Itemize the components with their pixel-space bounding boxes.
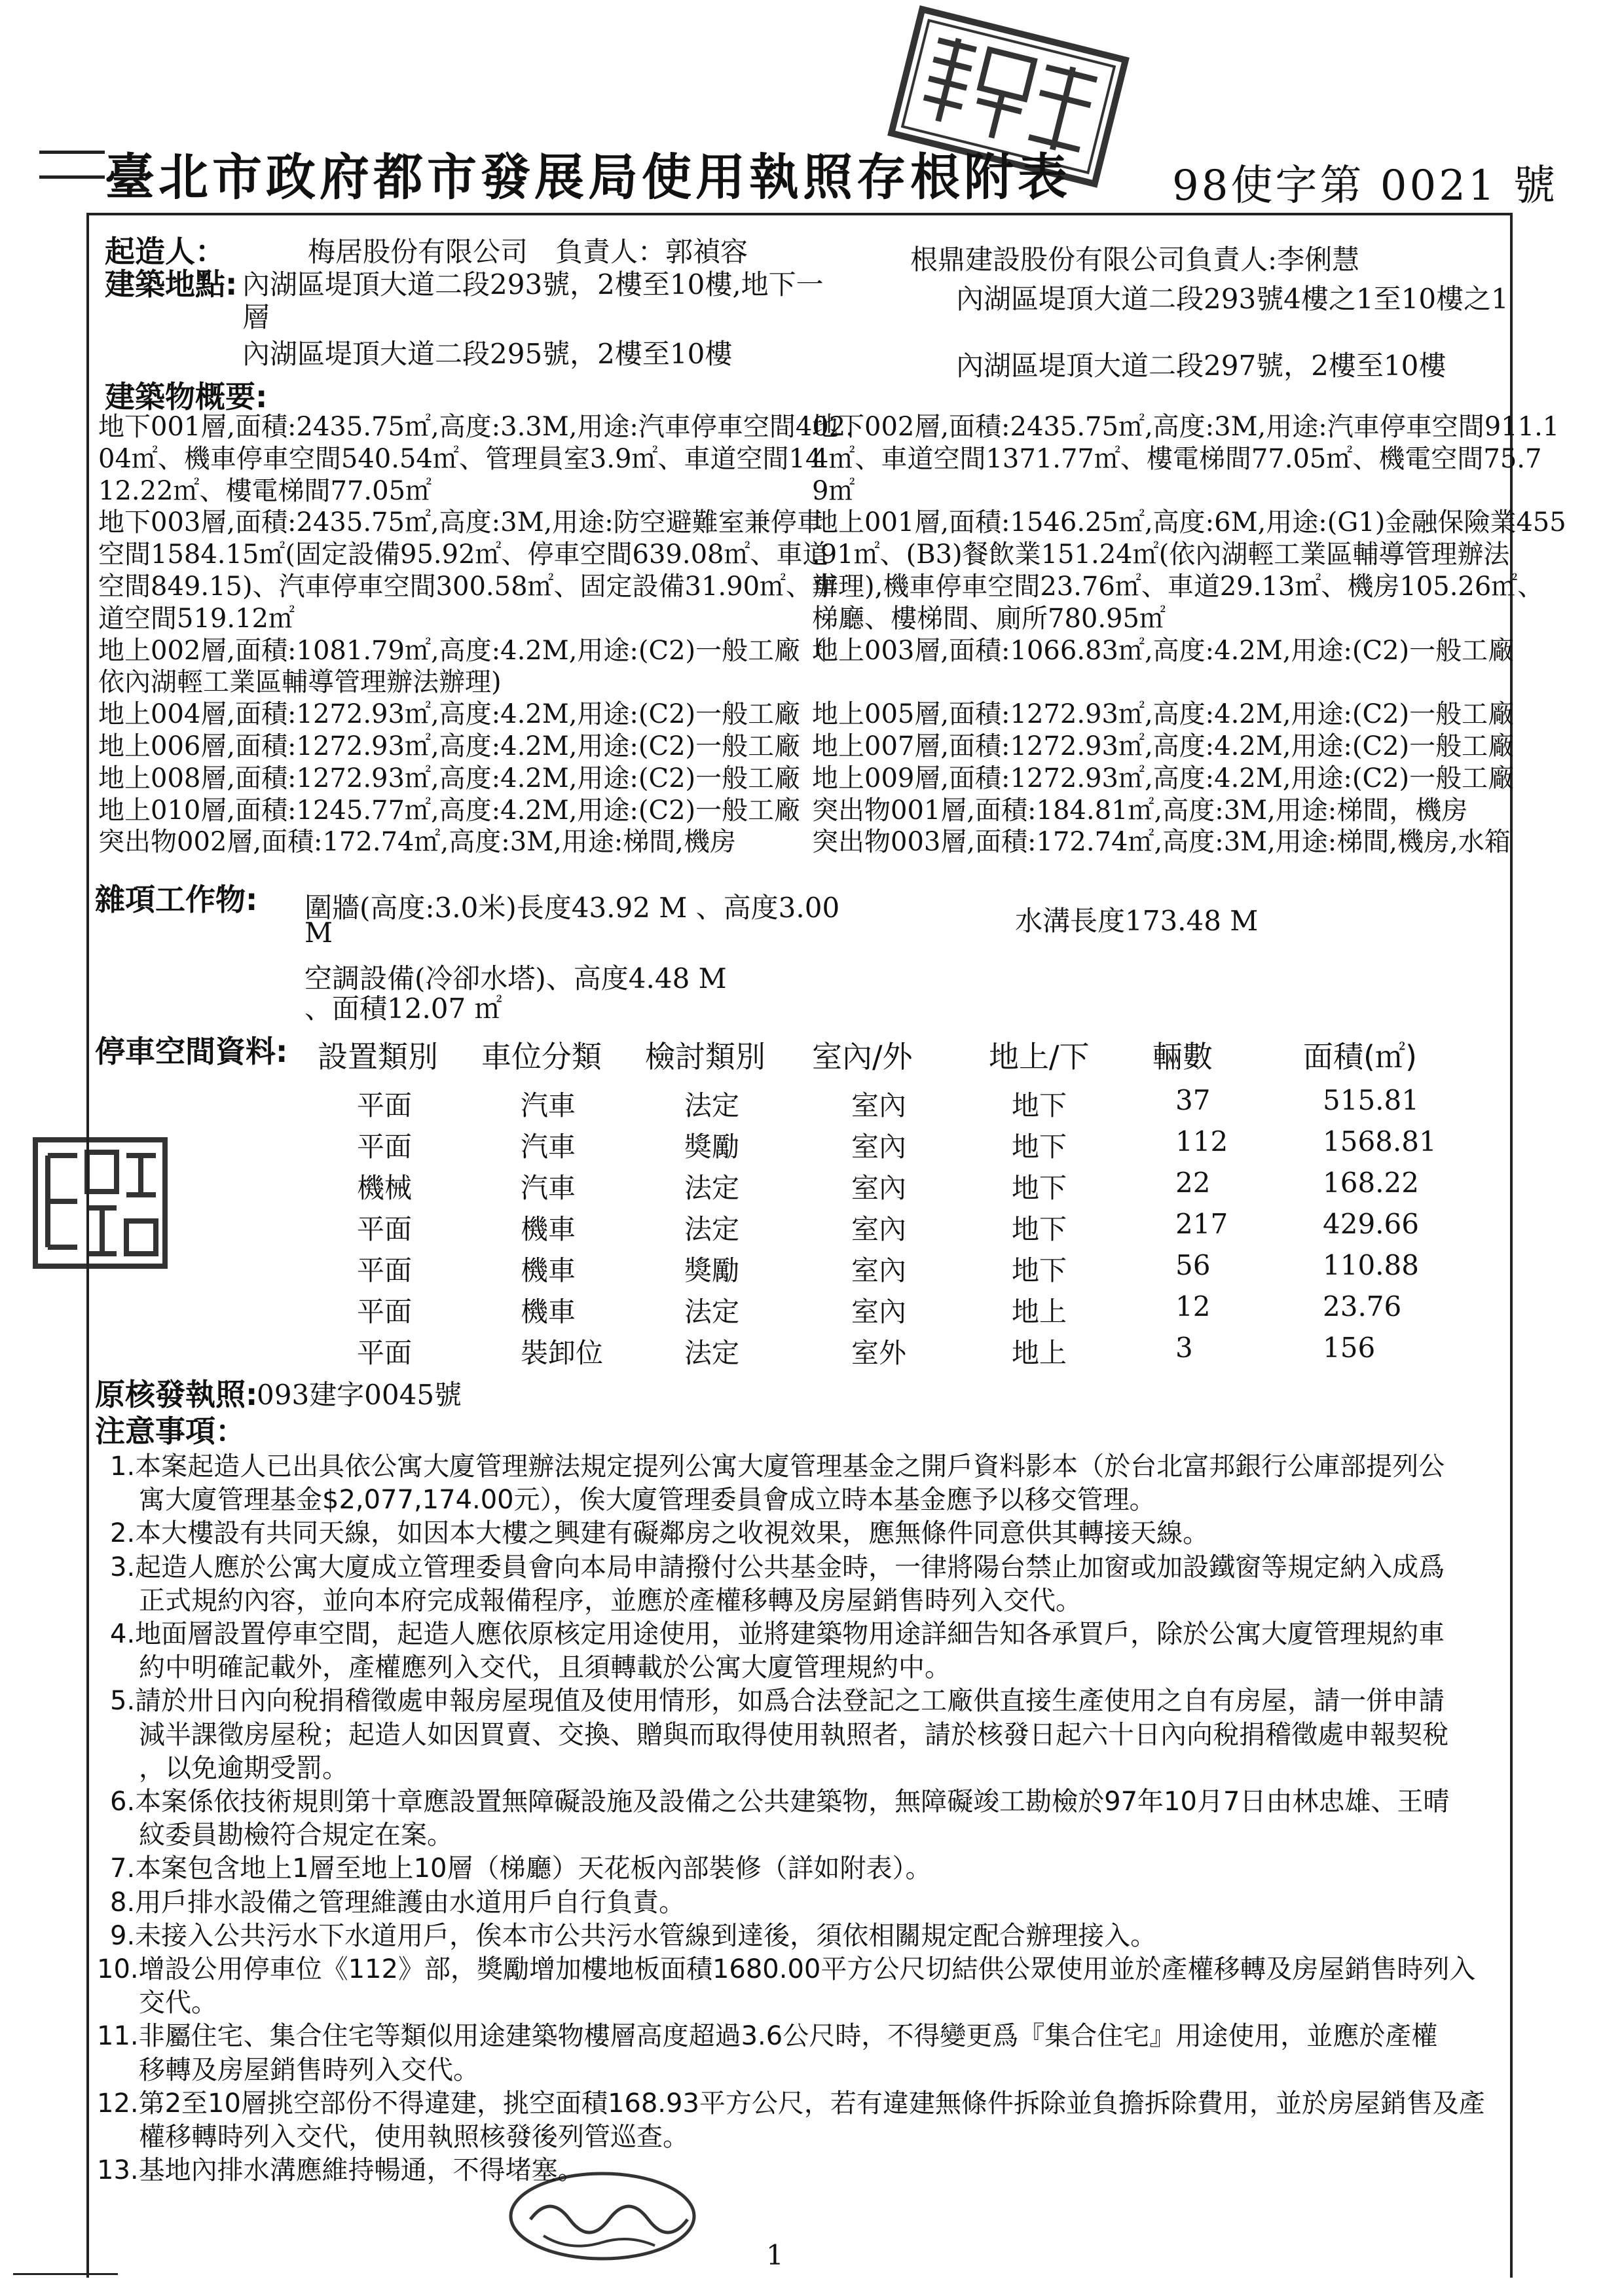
parking-cell: 法定 [684,1296,740,1328]
note-item: 8.用戶排水設備之管理維護由水道用戶自行負責。 [110,1887,686,1918]
parking-header: 設置類別 [318,1039,438,1074]
overview-left-line: 04㎡、機車停車空間540.54㎡、管理員室3.9㎡、車道空間14 [98,443,822,474]
overview-right-line: 突出物003層,面積:172.74㎡,高度:3M,用途:梯間,機房,水箱 [812,827,1511,858]
note-item-continuation: 正式規約內容，並向本府完成報備程序，並應於產權移轉及房屋銷售時列入交代。 [139,1585,1082,1616]
overview-right-line: 梯廳、樓梯間、廁所780.95㎡ [812,603,1166,634]
parking-cell: 法定 [684,1337,740,1369]
note-item: 3.起造人應於公寓大廈成立管理委員會向本局申請撥付公共基金時，一律將陽台禁止加窗或加設鐵窗等規定納入成爲 [110,1552,1445,1582]
parking-cell: 3 [1175,1332,1193,1364]
overview-left-line: 空間849.15)、汽車停車空間300.58㎡、固定設備31.90㎡、車 [98,572,839,602]
applicant-left: 梅居股份有限公司 負責人：郭禎容 [308,236,748,268]
parking-cell: 室內 [851,1296,907,1328]
parking-cell: 獎勵 [684,1131,740,1163]
site-left-line-2: 層 [242,301,270,333]
overview-left-line: 地上008層,面積:1272.93㎡,高度:4.2M,用途:(C2)一般工廠 [98,763,801,793]
parking-cell: 地下 [1012,1172,1067,1204]
parking-label: 停車空間資料: [95,1034,288,1069]
overview-left-line: 地下003層,面積:2435.75㎡,高度:3M,用途:防空避難室兼停車 [98,507,823,538]
misc-ac-line-1: 空調設備(冷卻水塔)、高度4.48 M [304,962,727,994]
parking-cell: 機車 [521,1213,576,1245]
overview-right-line: 4㎡、車道空間1371.77㎡、樓電梯間77.05㎡、機電空間75.7 [812,443,1542,474]
site-label: 建築地點: [105,266,238,302]
note-item-continuation: 約中明確記載外，產權應列入交代，且須轉載於公寓大廈管理規約中。 [139,1652,951,1683]
parking-cell: 平面 [357,1337,413,1369]
original-permit-value: 093建字0045號 [257,1379,462,1411]
misc-ditch: 水溝長度173.48 M [1015,905,1259,937]
overview-right-line: 地上003層,面積:1066.83㎡,高度:4.2M,用途:(C2)一般工廠 [812,635,1515,666]
site-left-line-3: 內湖區堤頂大道二段295號，2樓至10樓 [242,338,733,370]
overview-right-line: 地上005層,面積:1272.93㎡,高度:4.2M,用途:(C2)一般工廠 [812,699,1515,730]
site-left-line-1: 內湖區堤頂大道二段293號，2樓至10樓,地下一 [242,268,824,301]
overview-left-line: 空間1584.15㎡(固定設備95.92㎡、停車空間639.08㎡、車道 [98,539,829,570]
parking-cell: 室內 [851,1172,907,1204]
parking-cell: 汽車 [521,1172,576,1204]
site-right-line-1: 內湖區堤頂大道二段293號4樓之1至10樓之1 [956,283,1509,315]
parking-cell: 地上 [1012,1337,1067,1369]
original-permit-label: 原核發執照: [95,1377,258,1412]
parking-cell: 機車 [521,1254,576,1286]
note-item-continuation: 紋委員勘檢符合規定在案。 [139,1820,453,1851]
parking-cell: 平面 [357,1254,413,1286]
note-item-continuation: ，以免逾期受罰。 [139,1753,348,1783]
overview-right-line: 地上007層,面積:1272.93㎡,高度:4.2M,用途:(C2)一般工廠 [812,731,1515,761]
overview-label: 建築物概要: [105,379,268,414]
parking-header: 室內/外 [812,1039,913,1074]
overview-right-line: 9㎡ [812,475,855,506]
parking-cell: 1568.81 [1323,1125,1437,1157]
note-item: 1.本案起造人已出具依公寓大廈管理辦法規定提列公寓大廈管理基金之開戶資料影本（於台北富邦銀行公庫部提列公 [110,1451,1445,1482]
parking-cell: 平面 [357,1213,413,1245]
overview-left-line: 道空間519.12㎡ [98,603,295,634]
parking-header: 輛數 [1152,1039,1213,1074]
overview-right-line: .91㎡、(B3)餐飲業151.24㎡(依內湖輕工業區輔導管理辦法 [812,539,1510,570]
parking-cell: 56 [1175,1249,1211,1281]
overview-right-line: 辦理),機車停車空間23.76㎡、車道29.13㎡、機房105.26㎡、 [812,572,1544,602]
note-item: 2.本大樓設有共同天線，如因本大樓之興建有礙鄰房之收視效果，應無條件同意供其轉接天線。 [110,1518,1209,1549]
parking-cell: 法定 [684,1089,740,1121]
parking-cell: 22 [1175,1167,1211,1199]
note-item: 7.本案包含地上1層至地上10層（梯廳）天花板內部裝修（詳如附表）。 [110,1853,932,1884]
note-item-continuation: 權移轉時列入交代，使用執照核發後列管巡查。 [139,2122,689,2152]
page-number: 1 [766,2239,784,2271]
parking-cell: 23.76 [1323,1290,1402,1322]
misc-wall-line-2: M [304,917,333,949]
overview-left-line: 地上006層,面積:1272.93㎡,高度:4.2M,用途:(C2)一般工廠 [98,731,801,761]
parking-cell: 機械 [357,1172,413,1204]
parking-cell: 汽車 [521,1089,576,1121]
parking-cell: 法定 [684,1213,740,1245]
note-item: 11.非屬住宅、集合住宅等類似用途建築物樓層高度超過3.6公尺時，不得變更爲『集合住宅』用途使用，並應於產權 [97,2021,1438,2052]
overview-left-line: 12.22㎡、樓電梯間77.05㎡ [98,475,432,506]
parking-cell: 515.81 [1323,1084,1419,1116]
parking-cell: 室內 [851,1131,907,1163]
parking-header: 檢討類別 [645,1039,765,1074]
overview-right-line: 地上001層,面積:1546.25㎡,高度:6M,用途:(G1)金融保險業455 [812,507,1566,538]
parking-cell: 429.66 [1323,1208,1419,1240]
note-item: 6.本案係依技術規則第十章應設置無障礙設施及設備之公共建築物，無障礙竣工勘檢於97年10月7日由林忠雄、王晴 [110,1787,1450,1817]
parking-cell: 地下 [1012,1213,1067,1245]
parking-cell: 217 [1175,1208,1228,1240]
parking-cell: 法定 [684,1172,740,1204]
overview-right-line: 地下002層,面積:2435.75㎡,高度:3M,用途:汽車停車空間911.1 [812,412,1560,442]
overview-right-line: 地上009層,面積:1272.93㎡,高度:4.2M,用途:(C2)一般工廠 [812,763,1515,793]
misc-ac-line-2: 、面積12.07 ㎡ [304,993,502,1025]
parking-cell: 12 [1175,1290,1211,1322]
overview-left-line: 依內湖輕工業區輔導管理辦法辦理) [98,667,502,698]
parking-header: 地上/下 [989,1039,1090,1074]
parking-cell: 平面 [357,1296,413,1328]
parking-header: 面積(㎡) [1303,1039,1417,1074]
parking-cell: 機車 [521,1296,576,1328]
note-item: 5.請於卅日內向稅捐稽徵處申報房屋現值及使用情形，如爲合法登記之工廠供直接生產使用之自有房屋，請一併申請 [110,1686,1445,1717]
left-margin-mark [39,151,105,154]
notes-label: 注意事項： [95,1413,246,1449]
note-item-continuation: 交代。 [139,1988,217,2018]
overview-left-line: 地下001層,面積:2435.75㎡,高度:3.3M,用途:汽車停車空間402. [98,412,854,442]
parking-cell: 平面 [357,1089,413,1121]
misc-label: 雜項工作物: [95,882,258,917]
note-item: 13.基地內排水溝應維持暢通，不得堵塞。 [97,2155,584,2186]
applicant-right: 根鼎建設股份有限公司負責人:李俐慧 [910,244,1360,276]
parking-cell: 37 [1175,1084,1211,1116]
parking-cell: 室內 [851,1213,907,1245]
parking-cell: 室內 [851,1254,907,1286]
note-item: 9.未接入公共污水下水道用戶，俟本市公共污水管線到達後，須依相關規定配合辦理接入。 [110,1920,1157,1951]
overview-left-line: 地上002層,面積:1081.79㎡,高度:4.2M,用途:(C2)一般工廠（ [98,635,827,666]
parking-cell: 獎勵 [684,1254,740,1286]
note-item: 4.地面層設置停車空間，起造人應依原核定用途使用，並將建築物用途詳細告知各承買戶，除於公寓大廈管理規約車 [110,1619,1445,1649]
parking-cell: 地下 [1012,1089,1067,1121]
parking-cell: 地上 [1012,1296,1067,1328]
parking-cell: 168.22 [1323,1167,1419,1199]
applicant-label: 起造人： [105,234,225,269]
overview-left-line: 突出物002層,面積:172.74㎡,高度:3M,用途:梯間,機房 [98,827,737,858]
note-item-continuation: 減半課徵房屋稅；起造人如因買賣、交換、贈與而取得使用執照者，請於核發日起六十日內向稅捐稽徵處申報契稅 [139,1719,1448,1750]
misc-wall-line-1: 圍牆(高度:3.0米)長度43.92 M 、高度3.00 [304,892,840,924]
document-number: 98使字第 0021 號 [1172,162,1558,210]
parking-cell: 地下 [1012,1254,1067,1286]
parking-cell: 平面 [357,1131,413,1163]
note-item-continuation: 移轉及房屋銷售時列入交代。 [139,2054,479,2085]
left-margin-mark-2 [39,175,105,179]
overview-right-line: 突出物001層,面積:184.81㎡,高度:3M,用途:梯間，機房 [812,795,1468,826]
parking-cell: 112 [1175,1125,1228,1157]
parking-cell: 110.88 [1323,1249,1419,1281]
note-item: 12.第2至10層挑空部份不得違建，挑空面積168.93平方公尺，若有違建無條件拆除並負擔拆除費用，並於房屋銷售及產 [97,2088,1485,2119]
page-title: 臺北市政府都市發展局使用執照存根附表 [105,148,1071,206]
note-item-continuation: 寓大廈管理基金$2,077,174.00元），俟大廈管理委員會成立時本基金應予以移交管理。 [139,1485,1156,1516]
note-item: 10.增設公用停車位《112》部，獎勵增加樓地板面積1680.00平方公尺切結供公眾使用並於產權移轉及房屋銷售時列入 [97,1954,1476,1984]
parking-cell: 室外 [851,1337,907,1369]
parking-cell: 裝卸位 [521,1337,604,1369]
parking-cell: 156 [1323,1332,1376,1364]
site-right-line-2: 內湖區堤頂大道二段297號，2樓至10樓 [956,350,1447,382]
parking-header: 車位分類 [481,1039,602,1074]
parking-cell: 地下 [1012,1131,1067,1163]
parking-cell: 汽車 [521,1131,576,1163]
overview-left-line: 地上010層,面積:1245.77㎡,高度:4.2M,用途:(C2)一般工廠 [98,795,801,826]
overview-left-line: 地上004層,面積:1272.93㎡,高度:4.2M,用途:(C2)一般工廠 [98,699,801,730]
bottom-margin-mark [13,2273,118,2275]
parking-cell: 室內 [851,1089,907,1121]
